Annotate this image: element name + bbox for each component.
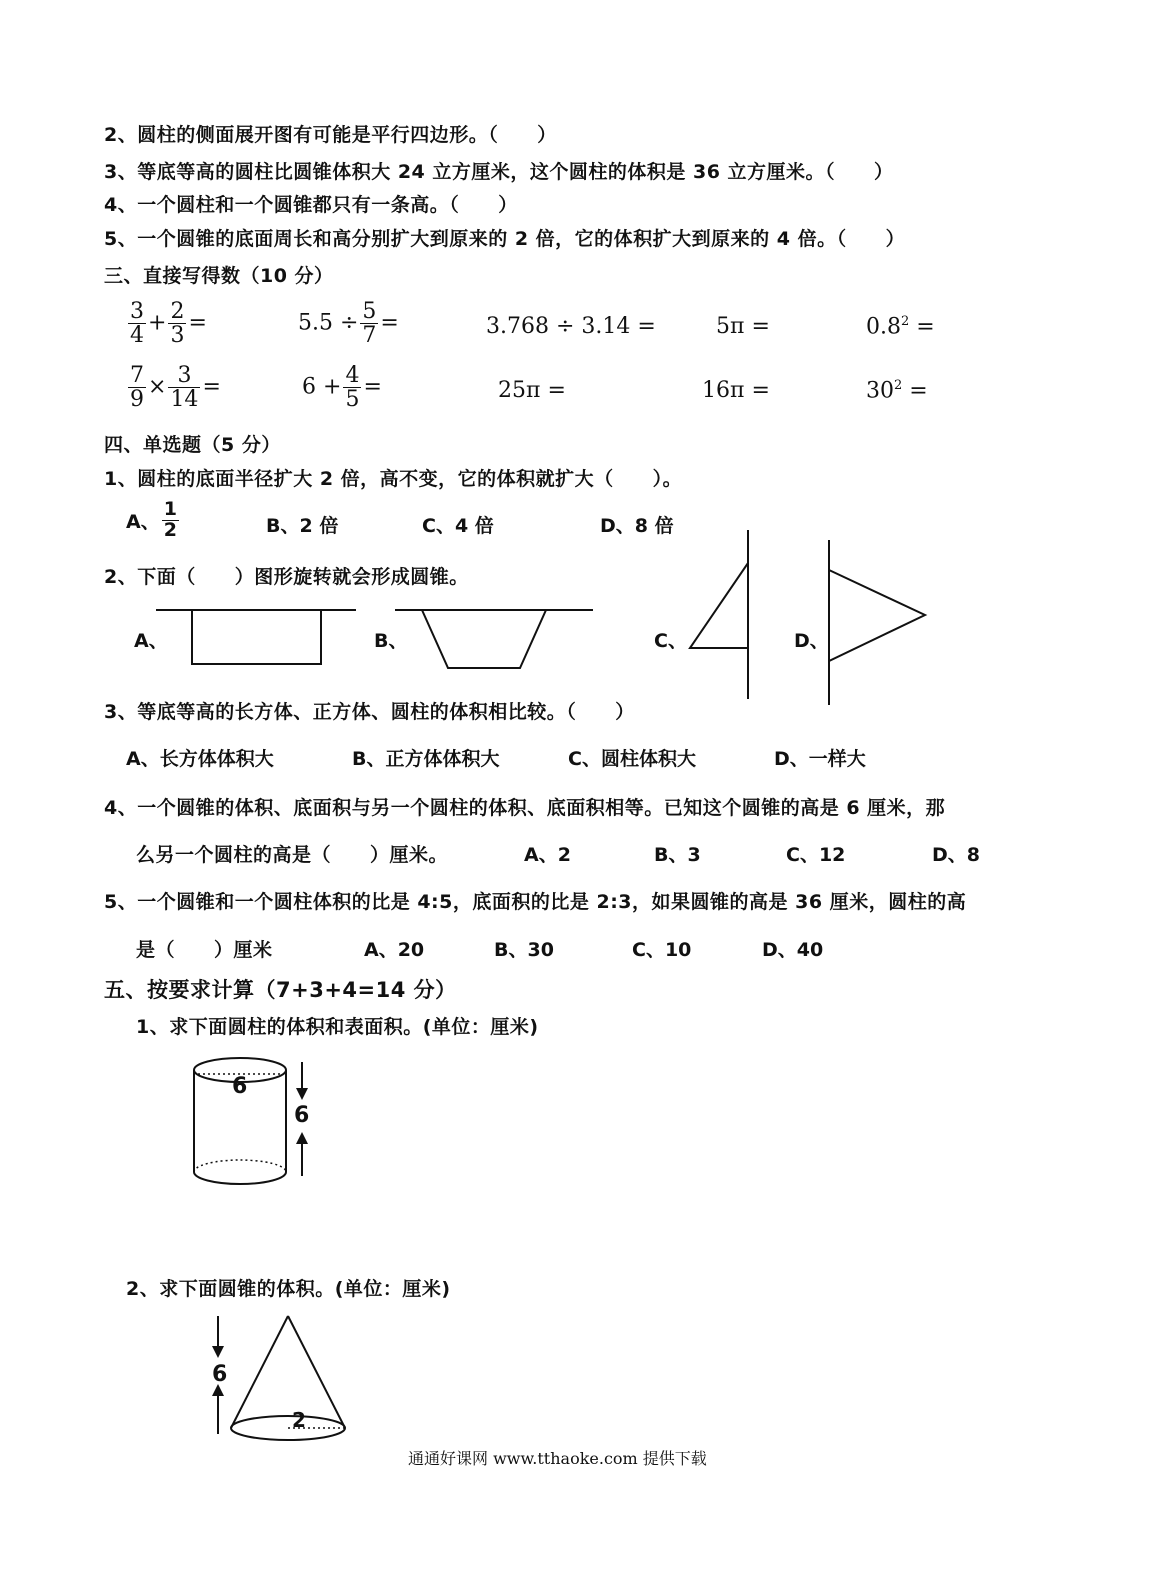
choice-q3-b: B、正方体体积大 [352, 748, 500, 770]
calc-r1-e4: 5π = [716, 314, 770, 339]
choice-q4-line1: 4、一个圆锥的体积、底面积与另一个圆柱的体积、底面积相等。已知这个圆锥的高是 6 厘米，那 [104, 797, 946, 819]
calc-r2-e2: 6 + $\frac{4}{5}$ = [302, 363, 382, 413]
calc-r2-e4: 16π = [702, 378, 770, 403]
cone-height-label: 6 [212, 1362, 228, 1387]
choice-q3-c: C、圆柱体积大 [568, 748, 696, 770]
choice-q2-label-c: C、 [654, 630, 687, 652]
cylinder-height-label: 6 [294, 1103, 310, 1128]
choice-q3: 3、等底等高的长方体、正方体、圆柱的体积相比较。（ ） [104, 701, 635, 723]
choice-q1-a: A、 $\frac{1}{2}$ [126, 498, 177, 541]
cylinder-diameter-label: 6 [232, 1074, 248, 1099]
choice-q1: 1、圆柱的底面半径扩大 2 倍，高不变，它的体积就扩大（ ）。 [104, 468, 683, 490]
choice-q2: 2、下面（ ）图形旋转就会形成圆锥。 [104, 566, 469, 588]
cone-radius-label: 2 [292, 1408, 307, 1432]
choice-q2-label-d: D、 [794, 630, 829, 652]
choice-q5-a: A、20 [364, 939, 425, 961]
choice-q5-c: C、10 [632, 939, 692, 961]
section4-title: 四、单选题（5 分） [104, 434, 281, 456]
calc-r2-e5: $30^2$ = [866, 378, 928, 404]
figure-b-trapezoid [390, 600, 610, 670]
calc-q2: 2、求下面圆锥的体积。(单位：厘米) [126, 1278, 451, 1300]
judge-q4: 4、一个圆柱和一个圆锥都只有一条高。（ ） [104, 194, 518, 216]
choice-q5-line1: 5、一个圆锥和一个圆柱体积的比是 4:5，底面积的比是 2:3，如果圆锥的高是 36 厘米，圆柱的高 [104, 891, 967, 913]
section5-title: 五、按要求计算（7+3+4=14 分） [104, 978, 457, 1002]
calc-r1-e2: 5.5 ÷ $\frac{5}{7}$ = [298, 299, 399, 349]
figure-d-triangle [820, 535, 940, 710]
choice-q1-b: B、2 倍 [266, 515, 339, 537]
choice-q3-a: A、长方体体积大 [126, 748, 274, 770]
choice-q4-d: D、8 [932, 844, 980, 866]
footer: 通通好课网 www.tthaoke.com 提供下载 [408, 1449, 707, 1468]
calc-r1-e5: $0.8^2$ = [866, 314, 935, 340]
choice-q4-line2: 么另一个圆柱的高是（ ）厘米。 [136, 844, 449, 866]
calc-q1: 1、求下面圆柱的体积和表面积。(单位：厘米) [136, 1016, 539, 1038]
choice-q5-d: D、40 [762, 939, 824, 961]
choice-q1-d: D、8 倍 [600, 515, 674, 537]
figure-c-triangle [680, 525, 780, 705]
calc-r2-e3: 25π = [498, 378, 566, 403]
calc-r2-e1: $\frac{7}{9}$ × $\frac{3}{14}$ = [130, 363, 221, 413]
choice-q4-b: B、3 [654, 844, 701, 866]
choice-q3-d: D、一样大 [774, 748, 866, 770]
figure-a-rectangle [150, 600, 370, 670]
choice-q4-c: C、12 [786, 844, 846, 866]
choice-q4-a: A、2 [524, 844, 571, 866]
choice-q5-line2: 是（ ）厘米 [136, 939, 273, 961]
choice-q2-label-a: A、 [134, 630, 168, 652]
choice-q2-label-b: B、 [374, 630, 408, 652]
choice-q5-b: B、30 [494, 939, 554, 961]
choice-q1-c: C、4 倍 [422, 515, 494, 537]
section3-title: 三、直接写得数（10 分） [104, 265, 334, 287]
judge-q5: 5、一个圆锥的底面周长和高分别扩大到原来的 2 倍，它的体积扩大到原来的 4 倍。（ ） [104, 228, 906, 250]
calc-r1-e1: $\frac{3}{4}$ + $\frac{2}{3}$ = [130, 299, 207, 349]
cone-figure [205, 1310, 365, 1450]
judge-q3: 3、等底等高的圆柱比圆锥体积大 24 立方厘米，这个圆柱的体积是 36 立方厘米。（ ） [104, 161, 894, 183]
calc-r1-e3: 3.768 ÷ 3.14 = [486, 314, 656, 339]
judge-q2: 2、圆柱的侧面展开图有可能是平行四边形。（ ） [104, 124, 557, 146]
